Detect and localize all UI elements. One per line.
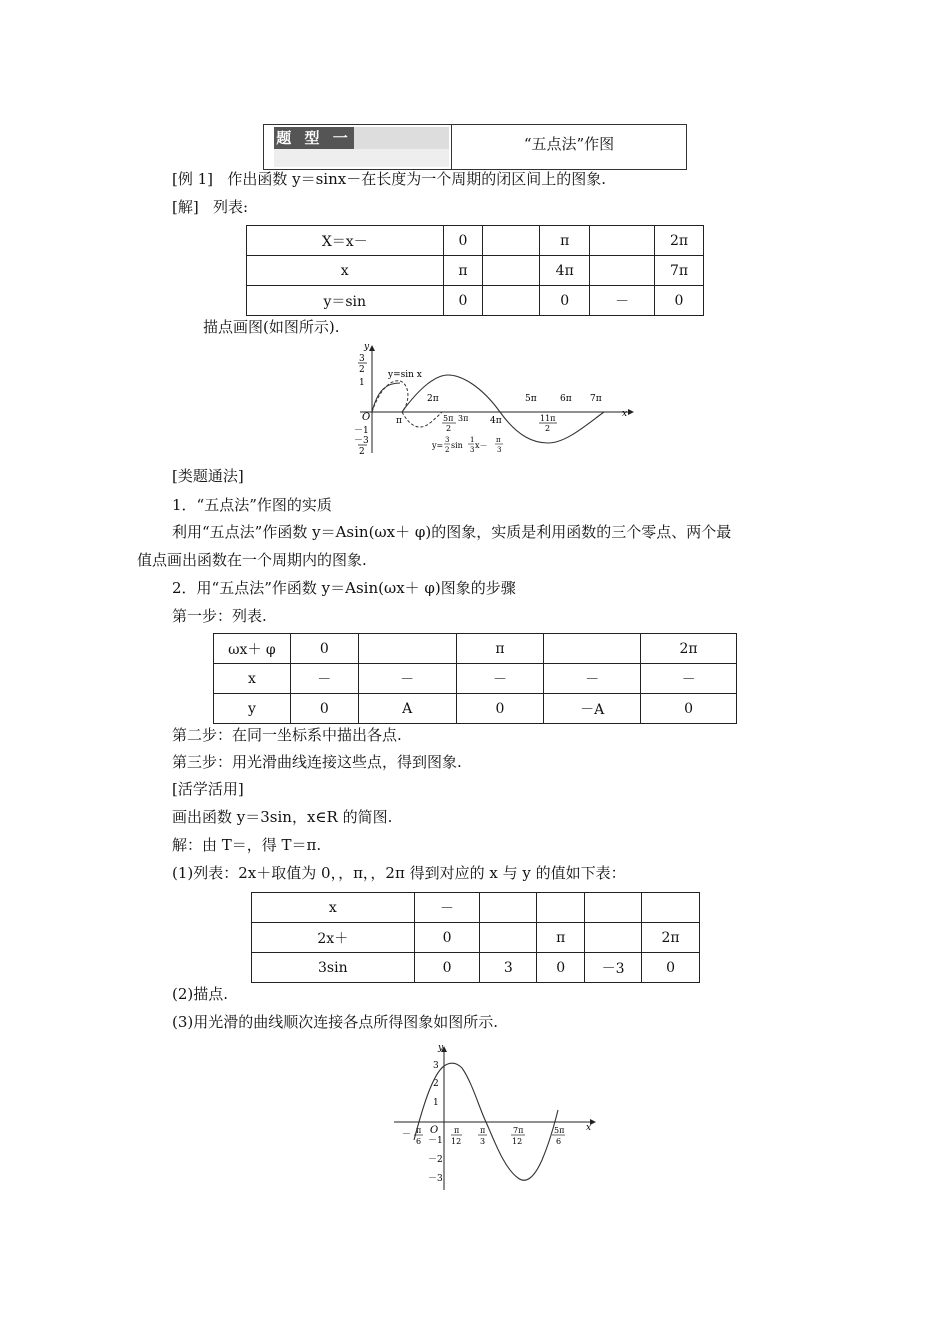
table-cell: 2x＋ [252,923,415,953]
table-cell [590,256,655,286]
table-cell: π [456,634,544,664]
table-cell: x [247,256,444,286]
solution-label: [解] [172,198,199,216]
x-tick-6pi: 6π [560,394,572,404]
banner-title: “五点法”作图 [523,135,615,153]
x-tick-neg-pi6-sign: － [402,1130,412,1140]
banner-tag: 题 型 一 [274,127,354,149]
table-cell: －3 [585,953,642,983]
table-cell: 0 [655,286,704,316]
x-tick-pi3-num: π [480,1126,486,1135]
practice-solution-2: (1)列表：2x＋取值为 0，，π，，2π 得到对应的 x 与 y 的值如下表： [172,864,626,882]
table-cell [585,923,642,953]
table-cell: y [214,694,291,724]
origin-label: O [430,1125,439,1136]
table-cell: x [214,664,291,694]
y-tick-3: 3 [359,354,365,364]
base-sine-dashed-down [402,412,442,427]
x-tick-5pi6-num: 5π [554,1126,565,1135]
x-ticks [402,1126,565,1146]
table-cell [358,634,456,664]
table-cell: 0 [414,953,480,983]
practice-curve-step: (3)用光滑的曲线顺次连接各点所得图象如图所示. [172,1013,499,1031]
label-b-num: 1 [470,436,475,444]
y-tick-2: 2 [433,1079,439,1089]
table-cell: － [290,664,358,694]
x-axis-arrow [628,409,634,415]
table-cell [480,923,537,953]
table-row [214,694,737,724]
y-tick-neg3: －3 [428,1174,443,1184]
practice-solution-1: 解：由 T＝，得 T＝π. [172,836,322,854]
step-2: 第二步：在同一坐标系中描出各点. [172,726,402,744]
label-c-den: 3 [497,446,502,454]
table-row [247,256,704,286]
table-cell: － [590,286,655,316]
example-line [172,169,606,189]
table-cell: 7π [655,256,704,286]
table-cell: ωx＋ φ [214,634,291,664]
table-cell [483,226,540,256]
table-cell [585,893,642,923]
table-practice [251,892,700,983]
table-cell: － [544,664,641,694]
table-cell: 0 [443,226,483,256]
graph-example-1 [350,343,640,463]
base-sine-solid [372,383,400,412]
table-cell: 4π [540,256,590,286]
solution-text: 列表: [213,198,249,216]
table-row [252,893,700,923]
label-a-num: 3 [445,436,450,444]
label-sin: sin [451,441,463,450]
table-cell [483,286,540,316]
table-cell: －A [544,694,641,724]
x-tick-pi3-den: 3 [480,1137,486,1146]
table-cell: 3 [480,953,537,983]
table-cell: － [456,664,544,694]
table-cell: π [443,256,483,286]
table-cell: 2π [641,634,737,664]
x-tick-2pi: 2π [427,394,439,404]
x-tick-7pi: 7π [590,394,602,404]
table-five-point-example [246,225,704,316]
table-cell: 3sin [252,953,415,983]
label-x: x－ [475,441,488,450]
x-tick-11pi2-num: 11π [540,414,556,423]
y-tick-neg2: －2 [428,1155,443,1165]
table-cell: x [252,893,415,923]
section-banner [263,124,687,170]
table-cell: 2π [655,226,704,256]
step-3: 第三步：用光滑曲线连接这些点，得到图象. [172,753,462,771]
x-tick-5pi: 5π [525,394,537,404]
graph-practice [392,1040,602,1195]
method-1-title: 1．“五点法”作图的实质 [172,496,332,514]
table-cell: π [540,226,590,256]
table-cell: 0 [456,694,544,724]
practice-question: 画出函数 y＝3sin，x∈R 的简图. [172,808,393,826]
method-1-line-1: 利用“五点法”作函数 y＝Asin(ωx＋ φ)的图象，实质是利用函数的三个零点、两个最 [172,523,732,541]
method-1-line-2: 值点画出函数在一个周期内的图象. [137,551,367,569]
table-cell [642,893,700,923]
x-tick-pi12-den: 12 [451,1137,462,1146]
table-cell: 0 [537,953,585,983]
table-cell [483,256,540,286]
y-tick-neg1: －1 [354,426,369,436]
table-cell: 0 [642,953,700,983]
table-row [247,226,704,256]
y-tick-neg3: －3 [354,436,369,446]
x-tick-7pi12-num: 7π [513,1126,524,1135]
x-tick-3pi: 3π [458,414,469,423]
table-cell: 2π [642,923,700,953]
label-base-sine: y=sin x [388,370,422,380]
x-tick-4pi: 4π [490,416,502,426]
y-axis-label: y [364,343,370,352]
table-cell: － [358,664,456,694]
x-tick-neg-pi6-num: π [416,1126,422,1135]
practice-plot-step: (2)描点. [172,985,229,1003]
x-tick-neg-pi6-den: 6 [416,1137,422,1146]
y-axis-arrow [369,345,375,351]
y-tick-2b: 2 [359,447,365,457]
example-text: 作出函数 y＝sinx－在长度为一个周期的闭区间上的图象. [227,170,606,188]
table-row [214,664,737,694]
y-tick-3: 3 [433,1061,439,1071]
draw-note: 描点画图(如图所示). [203,318,340,336]
x-tick-11pi2-den: 2 [545,424,551,433]
table-cell: － [641,664,737,694]
table-cell [544,634,641,664]
banner-shade [354,127,449,149]
y-tick-1: 1 [359,378,365,388]
table-cell [480,893,537,923]
transformed-sine-curve [402,375,604,443]
table-cell [537,893,585,923]
table-cell: 0 [443,286,483,316]
table-cell: y＝sin [247,286,444,316]
table-cell: A [358,694,456,724]
label-c-num: π [496,436,501,444]
y-tick-2: 2 [359,365,365,375]
x-axis-label: x [586,1123,592,1133]
table-row [247,286,704,316]
methods-header: [类题通法] [172,467,244,485]
x-tick-pi: π [396,416,402,426]
practice-header: [活学活用] [172,780,244,798]
solution-line [172,197,248,217]
table-cell [590,226,655,256]
table-cell: X＝x－ [247,226,444,256]
table-cell: 0 [290,634,358,664]
table-cell: － [414,893,480,923]
table-row [252,923,700,953]
table-five-point-general [213,633,737,724]
label-a-den: 2 [445,446,450,454]
origin-label: O [362,412,371,423]
table-cell: 0 [414,923,480,953]
label-transformed-prefix: y= [432,441,444,450]
x-tick-5pi2-den: 2 [446,424,452,433]
banner-underlay [274,149,449,167]
table-row [214,634,737,664]
label-b-den: 3 [470,446,475,454]
table-cell: 0 [641,694,737,724]
x-tick-5pi2-num: 5π [443,414,454,423]
y-tick-1: 1 [433,1098,439,1108]
table-cell: π [537,923,585,953]
table-cell: 0 [540,286,590,316]
table-row [252,953,700,983]
table-cell: 0 [290,694,358,724]
x-tick-pi12-num: π [454,1126,460,1135]
x-tick-5pi6-den: 6 [556,1137,562,1146]
x-tick-7pi12-den: 12 [512,1137,523,1146]
label-transformed-sine [431,436,503,454]
x-axis-label: x [622,409,628,419]
example-label: [例 1] [172,170,214,188]
y-tick-neg1: －1 [428,1136,443,1146]
method-2-title: 2．用“五点法”作函数 y＝Asin(ωx＋ φ)图象的步骤 [172,579,516,597]
y-axis-label: y [438,1043,444,1053]
step-1: 第一步：列表. [172,607,267,625]
